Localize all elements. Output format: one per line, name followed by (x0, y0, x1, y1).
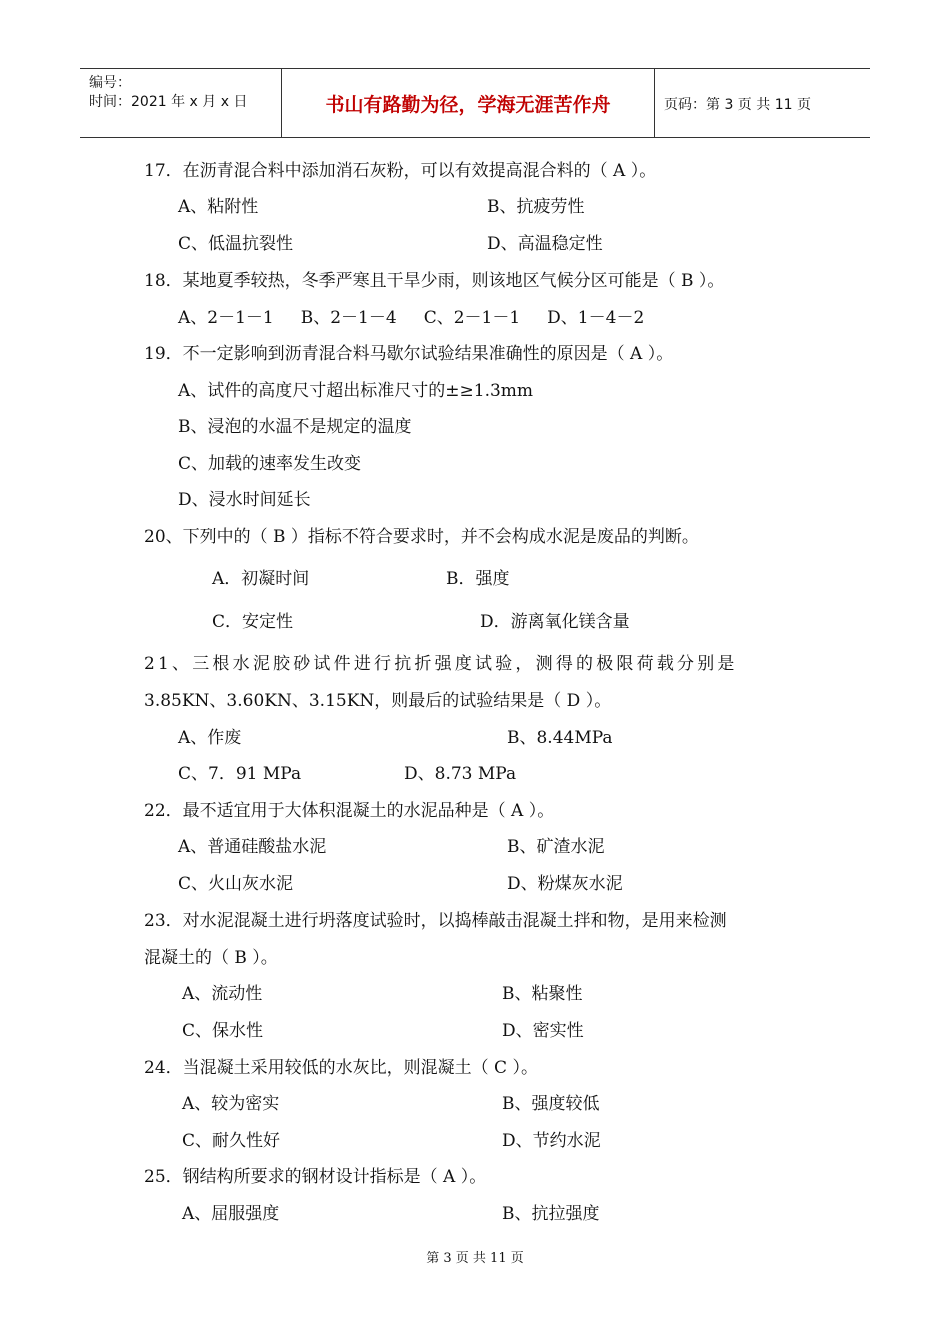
option-b: B、浸泡的水温不是规定的温度 (178, 417, 412, 437)
option-b: B、矿渣水泥 (507, 837, 605, 857)
options-line: A、2－1－1 B、2－1－4 C、2－1－1 D、1－4－2 (178, 308, 645, 328)
motto: 书山有路勤为径，学海无涯苦作舟 (282, 69, 655, 137)
option-d: D、粉煤灰水泥 (507, 874, 623, 894)
option-c: C、低温抗裂性 (178, 234, 294, 254)
question-22: 22．最不适宜用于大体积混凝土的水泥品种是（ A ）。 (144, 801, 555, 821)
option-d: D、浸水时间延长 (178, 490, 311, 510)
option-c: C、保水性 (182, 1021, 264, 1041)
serial-label: 编号： (89, 75, 131, 91)
option-a: A．初凝时间 (212, 569, 310, 589)
question-21: 21、三根水泥胶砂试件进行抗折强度试验，测得的极限荷载分别是 (144, 654, 738, 674)
option-a: A、流动性 (182, 984, 263, 1004)
option-c: C．安定性 (212, 612, 294, 632)
option-a: A、试件的高度尺寸超出标准尺寸的±≥1.3mm (178, 381, 534, 401)
question-19: 19．不一定影响到沥青混合料马歇尔试验结果准确性的原因是（ A ）。 (144, 344, 674, 364)
option-b: B、强度较低 (502, 1094, 600, 1114)
question-17: 17．在沥青混合料中添加消石灰粉，可以有效提高混合料的（ A ）。 (144, 161, 657, 181)
time-label: 时间：2021 年 x 月 x 日 (89, 94, 248, 110)
question-18: 18．某地夏季较热，冬季严寒且干旱少雨，则该地区气候分区可能是（ B ）。 (144, 271, 725, 291)
option-c: C、7．91 MPa (178, 764, 302, 784)
option-c: C、火山灰水泥 (178, 874, 294, 894)
option-b: B、抗疲劳性 (487, 197, 585, 217)
option-b: B、8.44MPa (507, 728, 613, 748)
option-d: D、节约水泥 (502, 1131, 601, 1151)
option-d: D、高温稳定性 (487, 234, 603, 254)
question-20: 20、下列中的（ B ）指标不符合要求时，并不会构成水泥是废品的判断。 (144, 527, 699, 547)
option-b: B、粘聚性 (502, 984, 583, 1004)
option-c: C、耐久性好 (182, 1131, 281, 1151)
option-a: A、粘附性 (178, 197, 259, 217)
option-c: C、加载的速率发生改变 (178, 454, 362, 474)
option-d: D、8.73 MPa (404, 764, 517, 784)
option-d: D、密实性 (502, 1021, 584, 1041)
option-a: A、普通硅酸盐水泥 (178, 837, 327, 857)
page-header (80, 68, 870, 138)
header-meta-cell (80, 69, 282, 137)
option-a: A、屈服强度 (182, 1204, 280, 1224)
question-25: 25．钢结构所要求的钢材设计指标是（ A ）。 (144, 1167, 487, 1187)
page-footer: 第 3 页 共 11 页 (426, 1251, 524, 1266)
option-b: B、抗拉强度 (502, 1204, 600, 1224)
question-24: 24．当混凝土采用较低的水灰比，则混凝土（ C ）。 (144, 1058, 538, 1078)
question-23-cont: 混凝土的（ B ）。 (144, 948, 278, 968)
page-info: 页码：第 3 页 共 11 页 (664, 97, 811, 113)
option-a: A、作废 (178, 728, 242, 748)
option-a: A、较为密实 (182, 1094, 280, 1114)
option-b: B．强度 (446, 569, 510, 589)
question-23: 23．对水泥混凝土进行坍落度试验时，以捣棒敲击混凝土拌和物，是用来检测 (144, 911, 727, 931)
option-d: D．游离氧化镁含量 (480, 612, 630, 632)
question-21-cont: 3.85KN、3.60KN、3.15KN，则最后的试验结果是（ D ）。 (144, 691, 612, 711)
